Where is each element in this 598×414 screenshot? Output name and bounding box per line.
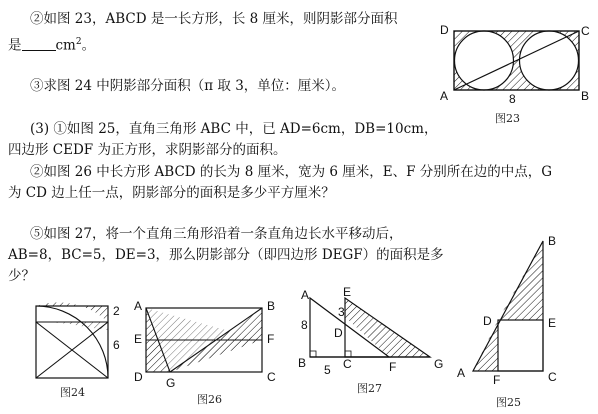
problem-5-line-2: AB=8，BC=5，DE=3，那么阴影部分（即四边形 DEGF）的面积是多	[8, 247, 444, 263]
fig27-label-A: A	[301, 288, 310, 302]
fig25-label-A: A	[457, 366, 466, 380]
fig26-label-C: C	[267, 370, 276, 384]
figure-27	[302, 290, 447, 370]
fig25-label-C: C	[548, 370, 557, 384]
problem-4-line-2: 为 CD 边上任一点，阴影部分的面积是多少平方厘米？	[8, 185, 335, 201]
fig25-caption: 图25	[496, 396, 521, 409]
problem-3-line-2: 四边形 CEDF 为正方形，求阴影部分的面积。	[8, 142, 287, 158]
answer-blank	[22, 38, 56, 51]
fig27-label-F: F	[389, 360, 397, 374]
fig23-caption: 图23	[495, 112, 520, 125]
fig24-label-2: 2	[113, 304, 120, 318]
fig27-label-E: E	[343, 285, 352, 299]
fig26-label-F: F	[267, 332, 275, 346]
problem-1-line-1: ②如图 23，ABCD 是一长方形，长 8 厘米，则阴影部分面积	[30, 11, 398, 27]
problem-4-line-1: ②如图 26 中长方形 ABCD 的长为 8 厘米，宽为 6 厘米，E、F 分别所在边的中点，G	[30, 164, 553, 180]
fig23-length-label: 8	[509, 92, 516, 106]
fig27-label-3: 3	[338, 305, 345, 319]
problem-3-line-1: (3) ①如图 25，直角三角形 ABC 中，已 AD=6cm，DB=10cm，	[30, 121, 438, 137]
fig27-label-G: G	[434, 357, 444, 371]
fig27-label-D: D	[334, 326, 343, 340]
fig25-label-D: D	[483, 314, 492, 328]
fig27-label-8: 8	[301, 318, 308, 332]
figure-26	[140, 300, 270, 380]
fig23-label-A: A	[440, 89, 449, 103]
fig25-label-E: E	[548, 316, 557, 330]
figure-25	[465, 235, 555, 385]
fig27-label-B: B	[298, 356, 307, 370]
fig24-caption: 图24	[60, 386, 85, 399]
fig27-right-angle-B	[310, 351, 316, 357]
fig26-label-E: E	[134, 332, 143, 346]
fig26-label-D: D	[134, 370, 143, 384]
fig24-square	[36, 306, 108, 378]
fig24-label-6: 6	[113, 338, 120, 352]
fig23-label-D: D	[440, 23, 449, 37]
fig23-label-B: B	[581, 89, 590, 103]
fig25-square-CEDF	[498, 320, 543, 371]
problem-2: ③求图 24 中阴影部分面积（π 取 3，单位：厘米）。	[30, 78, 346, 94]
fig23-label-C: C	[581, 24, 590, 38]
fig24-arc	[36, 306, 108, 378]
fig27-caption: 图27	[357, 382, 382, 395]
fig25-label-F: F	[493, 373, 501, 387]
fig27-label-5: 5	[324, 363, 331, 377]
fig26-label-B: B	[267, 299, 276, 313]
problem-5-line-3: 少？	[8, 268, 35, 284]
fig23-circle-left	[455, 31, 514, 90]
fig26-label-A: A	[134, 299, 143, 313]
fig26-label-G: G	[166, 376, 176, 390]
fig23-circle-right	[520, 31, 579, 90]
fig24-shaded-top	[36, 302, 108, 322]
problem-1-line-2: 是 $cm^2$。	[8, 37, 96, 54]
fig27-label-C: C	[343, 357, 352, 371]
figure-23	[445, 20, 595, 100]
fig24-shaded-band	[36, 322, 108, 330]
fig26-caption: 图26	[197, 393, 222, 406]
fig25-label-B: B	[548, 234, 557, 248]
figure-24	[30, 300, 120, 380]
problem-5-line-1: ⑤如图 27，将一个直角三角形沿着一条直角边长水平移动后，	[30, 226, 403, 242]
